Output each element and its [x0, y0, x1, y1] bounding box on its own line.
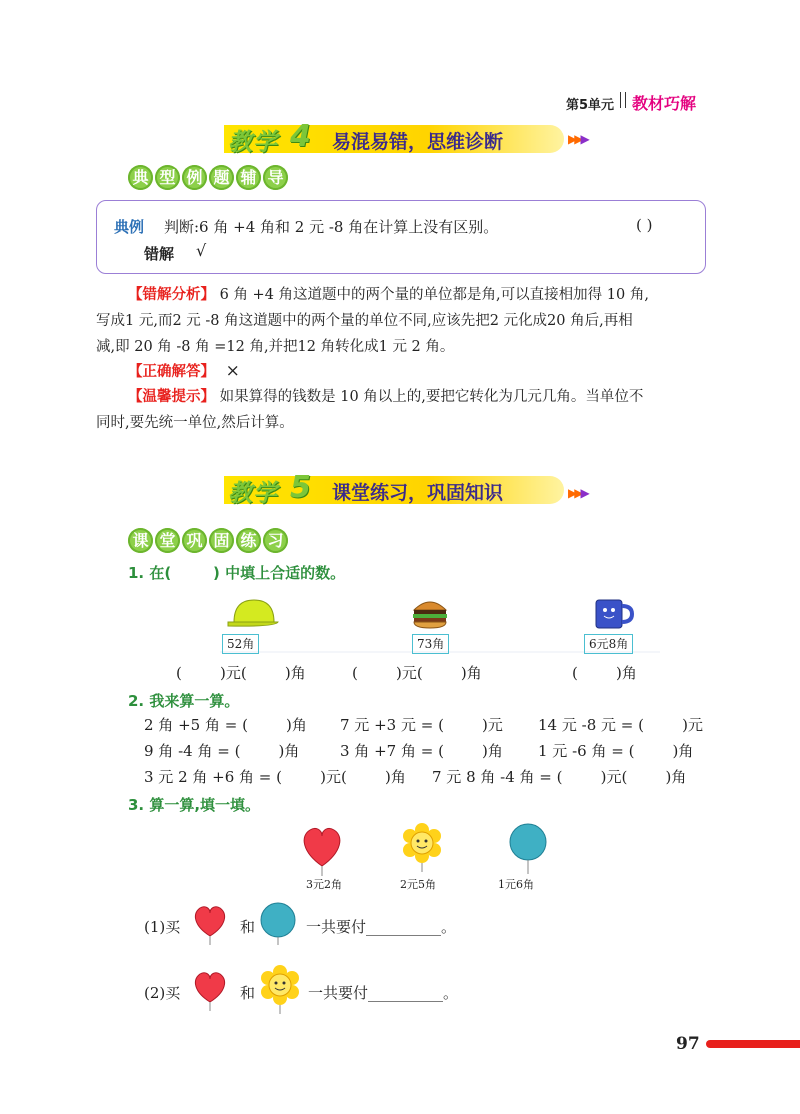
- q1-blank-3[interactable]: ( )角: [572, 664, 637, 682]
- example-question: 判断:6 角 +4 角和 2 元 -8 角在计算上没有区别。: [164, 218, 499, 236]
- round-balloon-icon: [258, 900, 300, 946]
- q2-r2-c3[interactable]: 1 元 -6 角 = ( )角: [538, 742, 694, 760]
- mug-icon: [596, 600, 632, 628]
- analysis-line-3: 减,即 20 角 -8 角 =12 角,并把12 角转化成1 元 2 角。: [96, 339, 455, 355]
- pill-char: 巩: [182, 528, 207, 553]
- header-title: 教材巧解: [632, 94, 697, 113]
- section-4-banner: [224, 119, 564, 156]
- pill-char: 题: [209, 165, 234, 190]
- analysis-block: [128, 282, 708, 308]
- section-label: 教学: [228, 479, 278, 507]
- pill-char: 导: [263, 165, 288, 190]
- price-mug: 6元8角: [584, 634, 633, 654]
- heart-balloon-icon: [190, 902, 230, 946]
- round-balloon-icon: [510, 824, 546, 874]
- pill-char: 型: [155, 165, 180, 190]
- q3-sub2-and: 和: [240, 984, 256, 1002]
- q2-r1-c3[interactable]: 14 元 -8 元 = ( )元: [538, 716, 703, 734]
- q3-sub2-prefix: (2)买: [144, 984, 181, 1002]
- burger-icon: [413, 602, 447, 628]
- q2-r1-c1[interactable]: 2 角 +5 角 = ( )角: [144, 716, 307, 734]
- section-number: 4: [290, 119, 311, 154]
- correct-answer-tag: 【正确解答】: [128, 364, 215, 380]
- section-number: 5: [290, 470, 311, 505]
- q2-r3-c1[interactable]: 3 元 2 角 +6 角 = ( )元( )角: [144, 768, 406, 786]
- pill-char: 课: [128, 528, 153, 553]
- price-burger: 73角: [412, 634, 449, 654]
- analysis-line-1: 6 角 +4 角这道题中的两个量的单位都是角,可以直接相加得 10 角,: [219, 287, 649, 303]
- tip-line-1: 如果算得的钱数是 10 角以上的,要把它转化为几元几角。当单位不: [219, 389, 644, 405]
- cap-icon: [228, 600, 278, 626]
- tip-tag: 【温馨提示】: [128, 389, 215, 405]
- tip-row: [128, 384, 643, 410]
- wrong-answer-label: 错解: [144, 245, 175, 263]
- q3-sub1-prefix: (1)买: [144, 918, 181, 936]
- q3-title: 3. 算一算,填一填。: [128, 796, 261, 814]
- section-label: 教学: [228, 128, 278, 156]
- page-number: 97: [676, 1034, 700, 1054]
- analysis-tag: 【错解分析】: [128, 287, 215, 303]
- pill-char: 典: [128, 165, 153, 190]
- answer-paren: ( ): [636, 216, 653, 234]
- q3-sub2-answer[interactable]: 一共要付__________。: [308, 984, 459, 1002]
- pill-char: 例: [182, 165, 207, 190]
- q2-title: 2. 我来算一算。: [128, 692, 240, 710]
- price-flower: 2元5角: [400, 878, 436, 891]
- price-round: 1元6角: [498, 878, 534, 891]
- pill-char: 练: [236, 528, 261, 553]
- q2-r2-c1[interactable]: 9 角 -4 角 = ( )角: [144, 742, 300, 760]
- section-5-banner: [224, 470, 564, 507]
- arrows-icon: ▶▶▶: [568, 486, 587, 500]
- q2-r3-c2[interactable]: 7 元 8 角 -4 角 = ( )元( )角: [432, 768, 687, 786]
- heart-balloon-icon: [190, 968, 230, 1012]
- section-title: 课堂练习，巩固知识: [332, 482, 504, 504]
- footer-red-bar: [706, 1040, 800, 1048]
- pill-char: 堂: [155, 528, 180, 553]
- arrows-icon: ▶▶▶: [568, 132, 587, 146]
- q2-r1-c2[interactable]: 7 元 +3 元 = ( )元: [340, 716, 503, 734]
- analysis-line-2: 写成1 元,而2 元 -8 角这道题中的两个量的单位不同,应该先把2 元化成20 角后,再相: [96, 313, 633, 329]
- pill-typical-examples: [128, 165, 288, 191]
- pill-char: 固: [209, 528, 234, 553]
- example-box: [96, 200, 706, 274]
- check-mark: √: [196, 241, 207, 260]
- flower-balloon-icon: [403, 823, 441, 872]
- q3-sub1-and: 和: [240, 918, 256, 936]
- q2-r2-c2[interactable]: 3 角 +7 角 = ( )角: [340, 742, 503, 760]
- tip-line-2: 同时,要先统一单位,然后计算。: [96, 415, 294, 431]
- q1-blank-2[interactable]: ( )元( )角: [352, 664, 482, 682]
- correct-answer-row: [128, 358, 240, 385]
- cross-mark: ×: [225, 361, 240, 381]
- example-tag: 典例: [114, 218, 145, 236]
- header-separator: [620, 92, 626, 108]
- pill-char: 习: [263, 528, 288, 553]
- unit-label: 第5单元: [566, 98, 615, 113]
- price-heart: 3元2角: [306, 878, 342, 891]
- q1-blank-1[interactable]: ( )元( )角: [176, 664, 306, 682]
- heart-balloon-icon: [304, 828, 340, 876]
- q3-sub1-answer[interactable]: 一共要付__________。: [306, 918, 457, 936]
- pill-class-practice: [128, 528, 288, 554]
- flower-balloon-icon: [258, 964, 304, 1016]
- section-title: 易混易错，思维诊断: [332, 131, 504, 153]
- q1-title: 1. 在( ) 中填上合适的数。: [128, 564, 346, 582]
- price-cap: 52角: [222, 634, 259, 654]
- pill-char: 辅: [236, 165, 261, 190]
